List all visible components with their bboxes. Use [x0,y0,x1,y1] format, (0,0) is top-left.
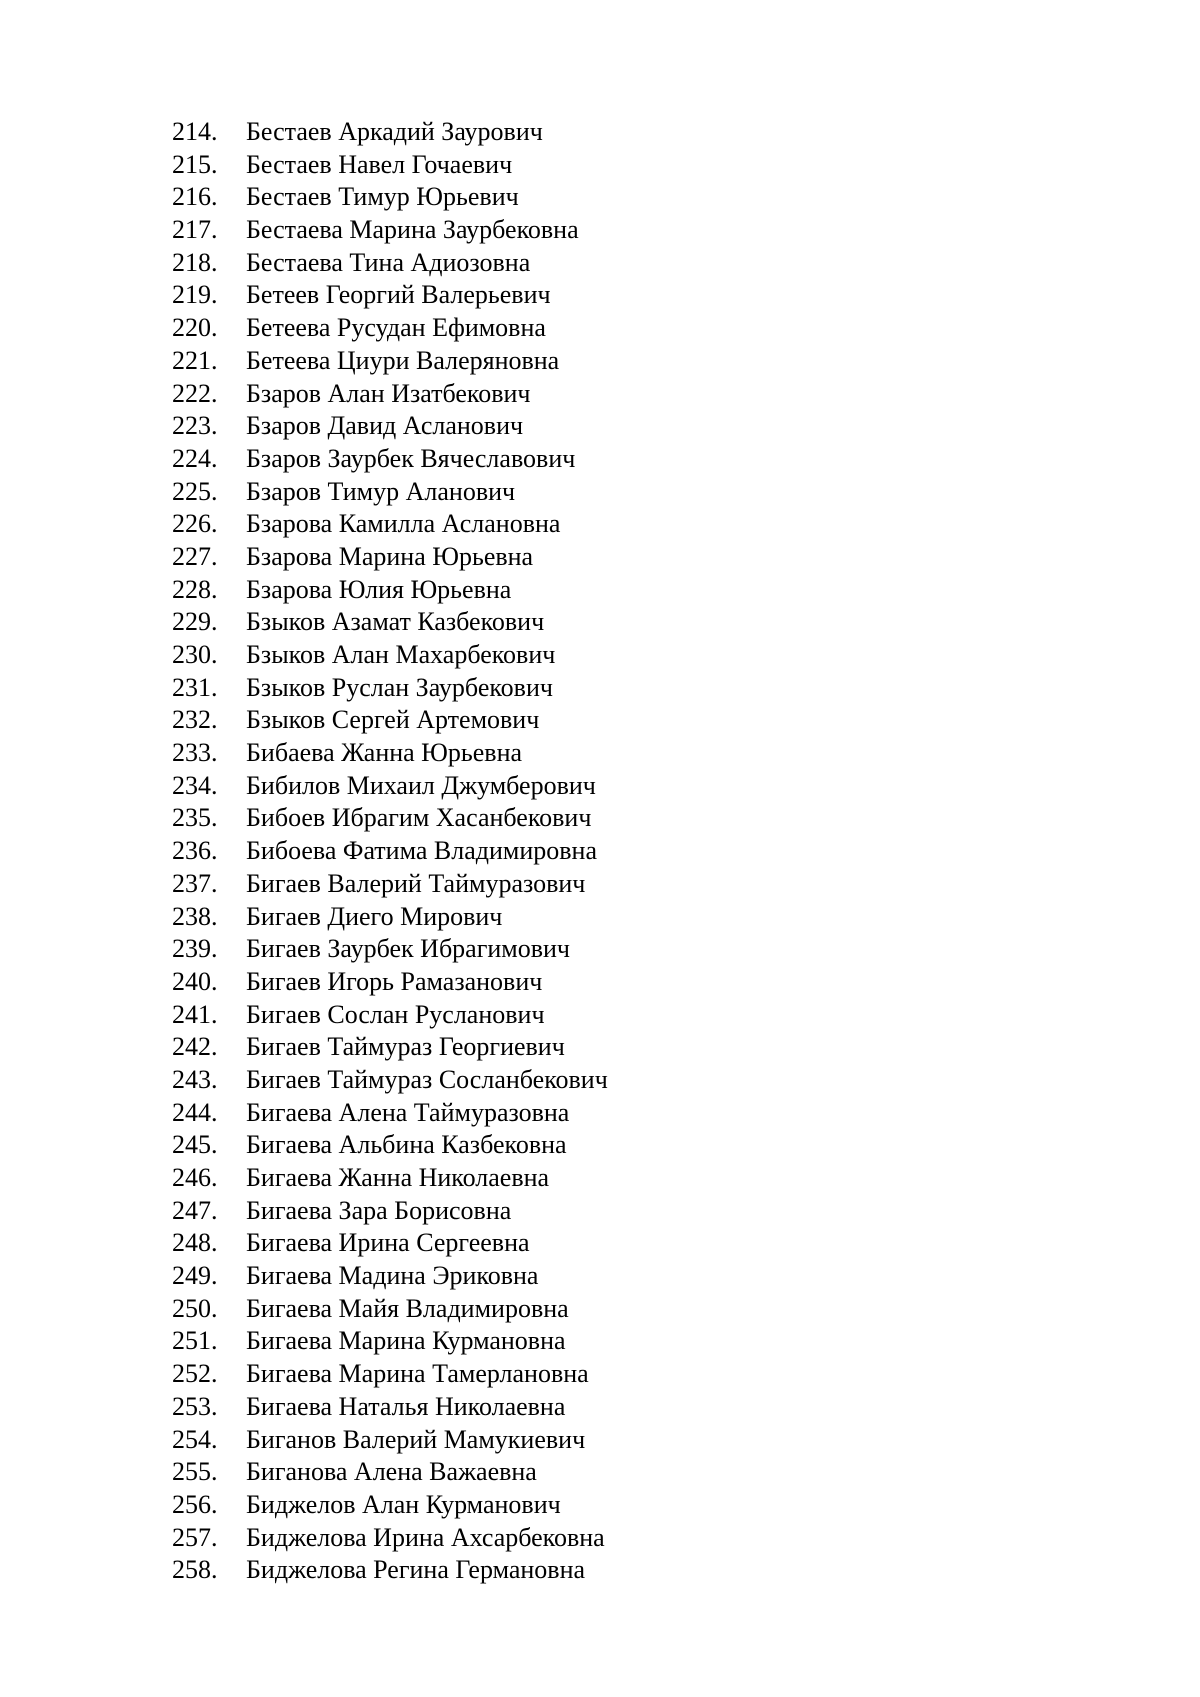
entry-name: Бетеева Русудан Ефимовна [246,313,546,343]
entry-number: 230. [172,640,218,669]
entry-number: 215. [172,149,218,179]
entry-number: 245. [172,1130,218,1160]
list-item [172,1456,608,1489]
list-item [172,476,608,509]
entry-number: 218. [172,247,218,277]
entry-name: Бигаева Марина Курмановна [246,1326,566,1356]
list-item [172,1358,608,1391]
entry-number: 236. [172,836,218,866]
entry-name: Бигаева Наталья Николаевна [246,1391,566,1421]
list-item [172,966,608,999]
list-item [172,1129,608,1162]
entry-name: Бигаева Майя Владимировна [246,1293,569,1323]
entry-number: 258. [172,1555,218,1585]
entry-name: Биджелов Алан Курманович [246,1489,561,1519]
entry-number: 251. [172,1326,218,1356]
entry-name: Бигаев Игорь Рамазанович [246,966,543,996]
entry-name: Бигаева Зара Борисовна [246,1195,512,1225]
list-item [172,933,608,966]
entry-name: Бигаева Жанна Николаевна [246,1163,550,1192]
entry-name: Бибаева Жанна Юрьевна [246,738,523,768]
entry-number: 246. [172,1163,218,1192]
entry-number: 224. [172,443,218,473]
list-item [172,1391,608,1424]
entry-name: Биджелова Ирина Ахсарбековна [246,1522,605,1552]
list-item [172,868,608,901]
entry-name: Бзарова Юлия Юрьевна [246,574,512,604]
entry-number: 252. [172,1359,218,1389]
entry-name: Биганов Валерий Мамукиевич [246,1424,586,1454]
entry-name: Бестаева Марина Заурбековна [246,215,579,245]
entry-name: Бзаров Давид Асланович [246,411,524,441]
entry-number: 235. [172,803,218,833]
list-item [172,149,608,182]
entry-name: Бигаева Алена Таймуразовна [246,1097,570,1127]
entry-number: 226. [172,509,218,539]
list-item [172,1195,608,1228]
entry-name: Бибоев Ибрагим Хасанбекович [246,803,592,833]
entry-name: Бетеева Циури Валеряновна [246,345,560,375]
list-item [172,1522,608,1555]
entry-number: 234. [172,770,218,800]
list-item [172,1260,608,1293]
list-item [172,1489,608,1522]
list-item [172,345,608,378]
list-item [172,835,608,868]
entry-name: Бигаева Альбина Казбековна [246,1130,567,1160]
entry-number: 248. [172,1228,218,1258]
entry-number: 240. [172,966,218,996]
entry-name: Бзыков Азамат Казбекович [246,607,545,637]
entry-name: Бибилов Михаил Джумберович [246,770,596,800]
entry-number: 244. [172,1097,218,1127]
entry-number: 253. [172,1391,218,1421]
entry-number: 249. [172,1261,218,1291]
entry-name: Биганова Алена Важаевна [246,1457,537,1487]
entry-number: 223. [172,411,218,441]
list-item [172,639,608,672]
list-item [172,378,608,411]
entry-name: Бетеев Георгий Валерьевич [246,280,551,310]
entry-name: Бигаев Диего Мирович [246,901,503,931]
entry-number: 231. [172,672,218,702]
entry-name: Бзаров Алан Изатбекович [246,378,531,408]
entry-number: 228. [172,574,218,604]
list-item [172,999,608,1032]
entry-name: Бзыков Сергей Артемович [246,705,540,735]
entry-number: 238. [172,901,218,931]
list-item [172,770,608,803]
entry-number: 243. [172,1064,218,1094]
entry-number: 250. [172,1293,218,1323]
entry-name: Бигаев Валерий Таймуразович [246,868,586,898]
entry-name: Бигаева Мадина Эриковна [246,1261,539,1291]
list-item [172,410,608,443]
list-item [172,541,608,574]
entry-number: 233. [172,738,218,768]
entry-name: Биджелова Регина Германовна [246,1555,586,1585]
entry-name: Бзыков Руслан Заурбекович [246,672,553,702]
list-item [172,737,608,770]
entry-name: Бестаев Аркадий Заурович [246,117,543,146]
entry-name: Бестаева Тина Адиозовна [246,247,531,277]
entry-number: 254. [172,1424,218,1454]
list-item [172,312,608,345]
entry-name: Бзарова Камилла Аслановна [246,509,561,539]
list-item [172,1031,608,1064]
list-item [172,606,608,639]
list-item [172,279,608,312]
entry-number: 229. [172,607,218,637]
entry-name: Бестаев Тимур Юрьевич [246,182,519,212]
list-item [172,1064,608,1097]
entry-name: Бигаева Марина Тамерлановна [246,1359,589,1389]
entry-number: 247. [172,1195,218,1225]
entry-name: Бибоева Фатима Владимировна [246,836,597,866]
entry-name: Бигаев Таймураз Георгиевич [246,1032,565,1062]
list-item [172,704,608,737]
entry-number: 256. [172,1489,218,1519]
entry-name: Бзыков Алан Махарбекович [246,640,556,669]
entry-number: 225. [172,476,218,506]
entry-number: 216. [172,182,218,212]
list-item [172,1424,608,1457]
entry-number: 227. [172,541,218,571]
entry-number: 241. [172,999,218,1029]
list-item [172,247,608,280]
list-item [172,1097,608,1130]
entry-name: Бигаева Ирина Сергеевна [246,1228,530,1258]
list-item [172,1554,608,1587]
entry-name: Бзарова Марина Юрьевна [246,541,534,571]
list-item [172,181,608,214]
entry-name: Бигаев Таймураз Сосланбекович [246,1064,608,1094]
entry-number: 222. [172,378,218,408]
entry-number: 221. [172,345,218,375]
entry-number: 232. [172,705,218,735]
list-item [172,508,608,541]
list-item [172,116,608,149]
list-item [172,1162,608,1195]
name-list [172,116,608,1587]
entry-number: 220. [172,313,218,343]
entry-name: Бзаров Тимур Аланович [246,476,516,506]
list-item [172,802,608,835]
entry-number: 219. [172,280,218,310]
list-item [172,574,608,607]
entry-number: 214. [172,117,218,146]
list-item [172,214,608,247]
entry-name: Бзаров Заурбек Вячеславович [246,443,576,473]
list-item [172,443,608,476]
list-item [172,901,608,934]
list-item [172,1293,608,1326]
entry-number: 255. [172,1457,218,1487]
list-item [172,672,608,705]
list-item [172,1325,608,1358]
entry-number: 257. [172,1522,218,1552]
entry-name: Бигаев Заурбек Ибрагимович [246,934,571,964]
entry-name: Бестаев Навел Гочаевич [246,149,513,179]
entry-number: 239. [172,934,218,964]
entry-number: 237. [172,868,218,898]
entry-number: 242. [172,1032,218,1062]
list-item [172,1227,608,1260]
entry-number: 217. [172,215,218,245]
entry-name: Бигаев Сослан Русланович [246,999,545,1029]
